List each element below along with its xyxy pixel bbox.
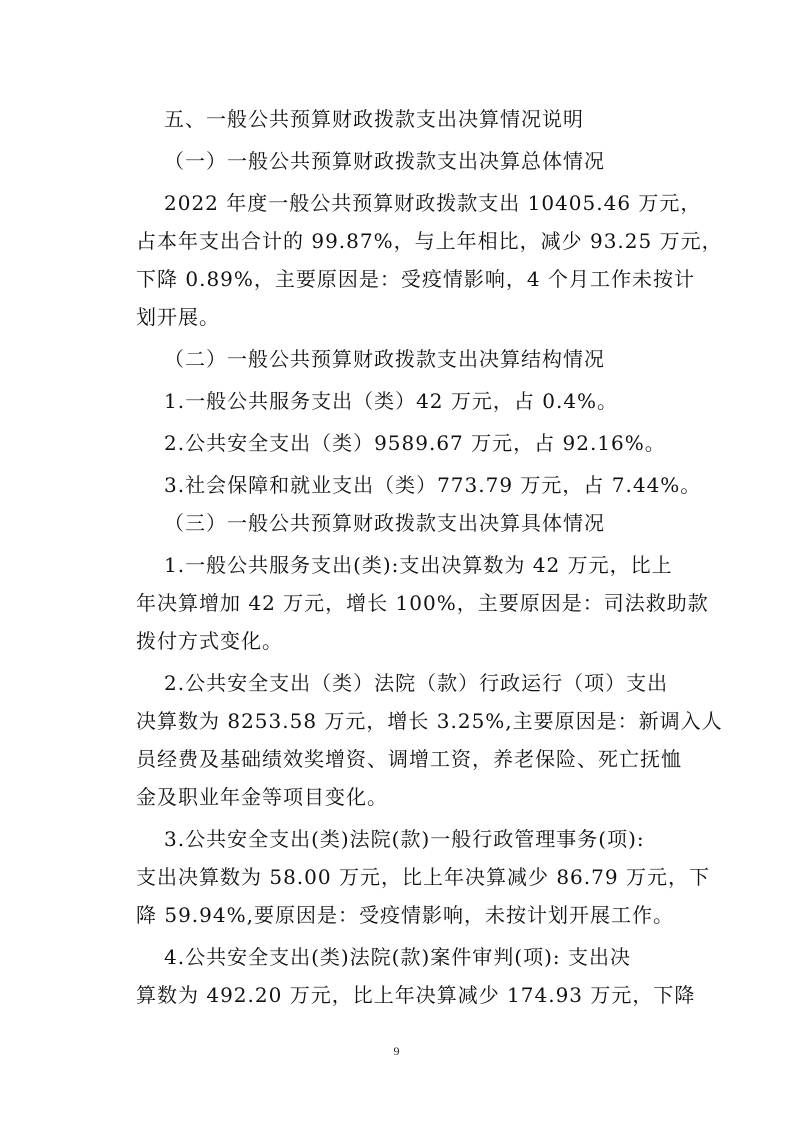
paragraph-line: 决算数为 8253.58 万元，增长 3.25%,主要原因是：新调入人 — [136, 709, 723, 733]
paragraph-line: 2022 年度一般公共预算财政拨款支出 10405.46 万元， — [164, 191, 702, 215]
paragraph-line: 下降 0.89%，主要原因是：受疫情影响，4 个月工作未按计 — [136, 267, 695, 291]
paragraph-line: 占本年支出合计的 99.87%，与上年相比，减少 93.25 万元， — [136, 229, 723, 253]
paragraph-line: 金及职业年金等项目变化。 — [136, 785, 388, 809]
paragraph-line: 2.公共安全支出（类）法院（款）行政运行（项）支出 — [164, 671, 669, 695]
section-heading: 五、一般公共预算财政拨款支出决算情况说明 — [164, 107, 584, 131]
document-body — [136, 100, 723, 1014]
paragraph-line: 划开展。 — [136, 305, 220, 329]
list-item: 2.公共安全支出（类）9589.67 万元，占 92.16%。 — [164, 431, 666, 455]
page-number: 9 — [393, 1044, 400, 1058]
paragraph-line: 年决算增加 42 万元，增长 100%，主要原因是：司法救助款 — [136, 591, 709, 615]
subsection-title-3: （三）一般公共预算财政拨款支出决算具体情况 — [164, 511, 605, 535]
list-item: 1.一般公共服务支出（类）42 万元，占 0.4%。 — [164, 389, 619, 413]
paragraph-line: 拨付方式变化。 — [136, 629, 283, 653]
paragraph-line: 员经费及基础绩效奖增资、调增工资，养老保险、死亡抚恤 — [136, 747, 682, 771]
subsection-title-1: （一）一般公共预算财政拨款支出决算总体情况 — [164, 149, 605, 173]
paragraph-line: 1.一般公共服务支出(类):支出决算数为 42 万元，比上 — [164, 553, 673, 577]
paragraph-line: 降 59.94%,要原因是：受疫情影响，未按计划开展工作。 — [136, 903, 674, 927]
paragraph-line: 算数为 492.20 万元，比上年决算减少 174.93 万元，下降 — [136, 983, 696, 1007]
paragraph-line: 4.公共安全支出(类)法院(款)案件审判(项): 支出决 — [164, 945, 631, 969]
list-item: 3.社会保障和就业支出（类）773.79 万元，占 7.44%。 — [164, 473, 702, 497]
subsection-title-2: （二）一般公共预算财政拨款支出决算结构情况 — [164, 347, 605, 371]
paragraph-line: 支出决算数为 58.00 万元，比上年决算减少 86.79 万元，下 — [136, 865, 710, 889]
paragraph-line: 3.公共安全支出(类)法院(款)一般行政管理事务(项): — [164, 827, 645, 851]
